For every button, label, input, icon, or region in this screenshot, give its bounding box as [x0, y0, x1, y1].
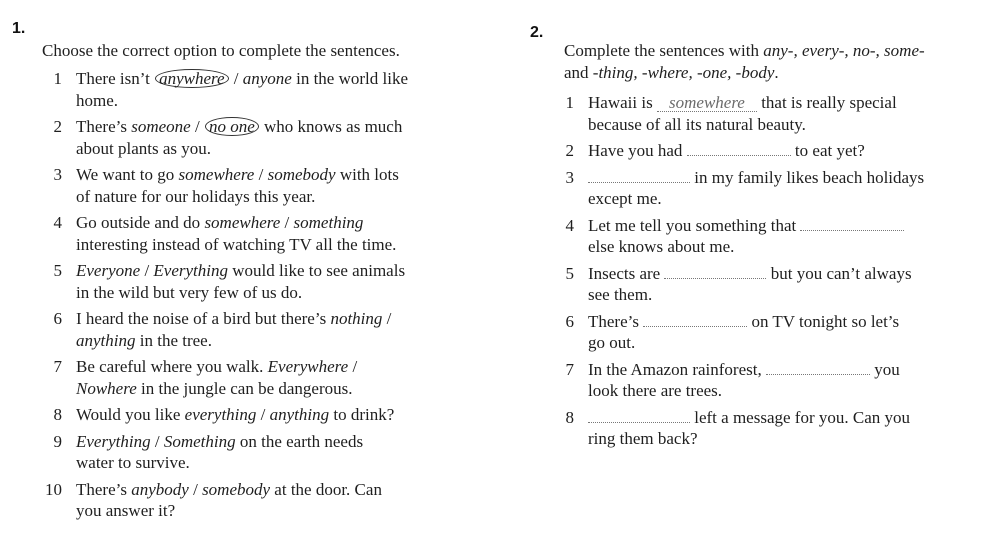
item-number: 5: [53, 261, 62, 280]
ex1-item-9: [42, 431, 462, 474]
ex1-item-6: [42, 308, 462, 351]
item-text: There isn’t anywhere / anyone in the world like home.: [76, 69, 409, 110]
option-1[interactable]: everything: [184, 405, 257, 424]
item-text: in my family likes beach holidays except me.: [588, 167, 925, 208]
item-text: Let me tell you something that else knows about me.: [588, 215, 974, 258]
item-text: Be careful where you walk. Everywhere / Nowhere in the jungle can be dangerous.: [76, 357, 358, 398]
item-text: left a message for you. Can you ring them back?: [588, 407, 910, 448]
item-number: 2: [53, 117, 62, 136]
option-2[interactable]: somebody: [267, 165, 336, 184]
item-text: There’s on TV tonight so let’s go out.: [588, 311, 900, 352]
item-text: In the Amazon rainforest, you look there are trees.: [588, 359, 900, 400]
selected-option-circle[interactable]: no one: [205, 117, 259, 136]
answer-blank[interactable]: [643, 312, 747, 327]
item-number: 10: [45, 479, 62, 499]
exercise-2: [564, 40, 974, 450]
ex2-item-3: [564, 167, 974, 210]
ex2-item-5: [564, 263, 974, 306]
item-text: Hawaii is somewhere that is really special because of all its natural beauty.: [588, 93, 897, 134]
option-2[interactable]: anything: [76, 330, 136, 350]
item-text: Insects are but you can’t always see them.: [588, 263, 912, 304]
item-number: 8: [565, 407, 574, 427]
option-2[interactable]: somebody: [202, 479, 271, 499]
ex1-item-4: [42, 212, 462, 255]
item-number: 1: [565, 93, 574, 112]
option-2[interactable]: anyone: [242, 69, 292, 88]
item-number: 5: [565, 263, 574, 283]
item-number: 3: [565, 167, 574, 187]
exercise-1: [42, 40, 462, 522]
option-1[interactable]: anybody: [131, 479, 189, 499]
ex2-item-2: [564, 140, 974, 162]
option-1[interactable]: somewhere: [204, 213, 281, 232]
exercise-2-instruction: Complete the sentences with any-, every-, no-, some- and -thing, -where, -one, -body.: [564, 41, 925, 82]
answer-blank[interactable]: [588, 168, 690, 183]
ex1-item-5: [42, 260, 462, 303]
exercise-1-number: 1.: [12, 20, 26, 37]
option-2[interactable]: anything: [269, 405, 330, 424]
answer-blank[interactable]: [800, 216, 904, 231]
option-1[interactable]: Everything: [76, 431, 151, 451]
answer-blank[interactable]: [664, 264, 766, 279]
ex1-item-10: [42, 479, 462, 522]
item-text: Have you had to eat yet?: [588, 141, 865, 160]
option-1[interactable]: someone: [131, 117, 191, 136]
option-2[interactable]: Something: [163, 431, 236, 451]
answer-blank[interactable]: [588, 408, 690, 423]
option-1[interactable]: Everywhere: [267, 357, 349, 376]
item-number: 9: [53, 431, 62, 451]
answer-blank[interactable]: somewhere: [657, 94, 757, 112]
item-number: 1: [53, 69, 62, 88]
item-text: Everything / Something on the earth needs water to survive.: [76, 431, 364, 472]
item-text: We want to go somewhere / somebody with lots of nature for our holidays this year.: [76, 165, 399, 206]
item-text: I heard the noise of a bird but there’s nothing / anything in the tree.: [76, 309, 392, 350]
item-text: There’s someone / no one who knows as much about plants as you.: [76, 117, 403, 158]
option-2[interactable]: Nowhere: [76, 378, 137, 398]
option-1[interactable]: somewhere: [178, 165, 255, 184]
item-number: 6: [53, 309, 62, 328]
exercise-1-instruction: Choose the correct option to complete the sentences.: [42, 41, 400, 60]
answer-blank[interactable]: [687, 141, 791, 156]
item-text: Everyone / Everything would like to see animals in the wild but very few of us do.: [76, 261, 406, 302]
item-number: 6: [565, 311, 574, 331]
option-2[interactable]: Everything: [153, 261, 229, 280]
item-number: 2: [565, 141, 574, 160]
ex1-item-1: [42, 68, 462, 111]
item-text: Would you like everything / anything to drink?: [76, 405, 395, 424]
item-text: Go outside and do somewhere / something interesting instead of watching TV all the time.: [76, 213, 397, 254]
item-text: There’s anybody / somebody at the door. Can you answer it?: [76, 479, 382, 520]
ex2-item-8: [564, 407, 974, 450]
item-number: 7: [53, 357, 62, 376]
ex2-item-4: [564, 215, 974, 258]
option-1[interactable]: nothing: [330, 309, 383, 328]
ex2-item-7: [564, 359, 974, 402]
item-number: 7: [565, 359, 574, 379]
ex1-item-8: [42, 404, 462, 426]
ex1-item-2: [42, 116, 462, 159]
exercise-2-number: 2.: [530, 24, 544, 41]
option-2[interactable]: something: [293, 213, 364, 232]
item-number: 3: [53, 165, 62, 184]
item-number: 4: [565, 215, 574, 235]
answer-blank[interactable]: [766, 360, 870, 375]
ex1-item-7: [42, 356, 462, 399]
ex1-item-3: [42, 164, 462, 207]
ex2-item-1: [564, 92, 974, 135]
item-number: 8: [53, 405, 62, 424]
selected-option-circle[interactable]: anywhere: [155, 69, 228, 88]
option-1[interactable]: Everyone: [76, 261, 141, 280]
ex2-item-6: [564, 311, 974, 354]
item-number: 4: [53, 213, 62, 232]
